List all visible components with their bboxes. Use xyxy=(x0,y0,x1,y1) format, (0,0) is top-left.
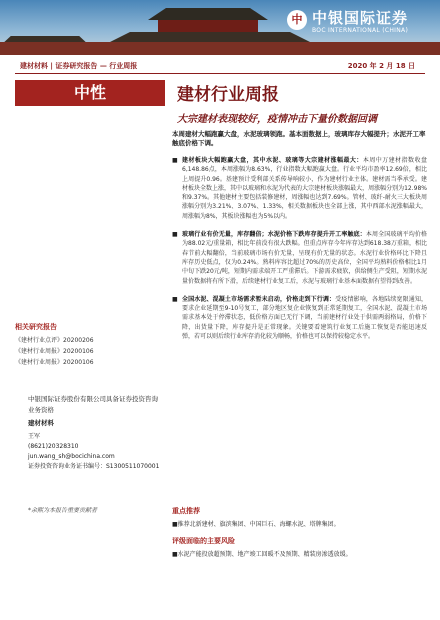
related-report-link[interactable]: 《建材行业周报》20200106 xyxy=(15,348,94,355)
report-date: 2020 年 2 月 18 日 xyxy=(347,62,415,70)
rating-badge: 中性 xyxy=(15,80,165,106)
bullet-text: 本周中万建材指数收盘6,148.86点，本周涨幅为8.63%，行业指数大幅跑赢大盘。行业平均市盈率12.69倍，相比上周提升0.96。基建预计受利部关系传导响较小，作为建材行业主体。建材需当季承受。建材板块全数上涨，其中以玻璃和水泥为代表的大宗建材板块涨幅最大，周涨幅分别为12.98%和9.37%。其他建材主要包括装修建材，周涨幅也达到7.69%。管材、玻纤-耐火三大板块周涨幅分别为3.21%、3.07%、1.33%，相关数据板块也全部上涨，其中西部水泥涨幅最大，周涨幅为8%，其板块涨幅也为5%以内。 xyxy=(182,157,427,220)
contributor-note: *余熙为本报告重要贡献者 xyxy=(28,507,98,514)
header-banner xyxy=(0,0,440,55)
bullet-item xyxy=(172,230,427,286)
analyst-sector: 建材材料 xyxy=(28,419,54,427)
palace-roof-lower xyxy=(110,32,310,42)
report-title: 建材行业周报 xyxy=(177,85,279,105)
palace-base xyxy=(0,42,440,55)
related-reports xyxy=(15,322,165,368)
analyst-email[interactable]: jun.wang_sh@bocichina.com xyxy=(28,453,115,460)
risk-text: ■ 水泥产能投放超预期、地产竣工回暖不及预期、精装房渗透放缓。 xyxy=(172,549,427,558)
company-name: 中银国际证券股份有限公司具备证券投资咨询业务资格 xyxy=(28,395,158,414)
related-reports-label: 相关研究报告 xyxy=(15,323,57,331)
analyst-cert: 证券投资咨询业务证书编号：S1300511070001 xyxy=(28,463,160,470)
analyst-phone: (8621)20328310 xyxy=(28,443,79,450)
analyst-name: 王军 xyxy=(28,433,41,440)
bullet-item xyxy=(172,156,427,221)
main-content xyxy=(172,130,427,350)
summary-paragraph: 本周建材大幅跑赢大盘，水泥玻璃领跑。基本面数据上，玻璃库存大幅提升；水泥开工率触底价格下调。 xyxy=(172,130,426,147)
report-subtitle: 大宗建材表现较好，疫情冲击下量价数据回调 xyxy=(177,114,377,125)
bullet-lead: 建材板块大幅跑赢大盘，其中水泥、玻璃等大宗建材涨幅最大： xyxy=(182,157,363,164)
bullet-lead: 全国水泥、混凝土市场需求暂未启动，价格走到下行调： xyxy=(182,295,336,303)
focus-label: 重点推荐 xyxy=(172,507,200,515)
logo-chinese: 中银国际证券 xyxy=(312,9,409,27)
focus-text: ■ 推荐北新建材、旗滨集团、中国巨石、海螺水泥、塔牌集团。 xyxy=(172,519,427,528)
header-divider xyxy=(15,73,425,74)
bullet-text: 本周全国玻璃平均价格为88.02元/重量箱，相比年前没有很大跌幅。但重点库存今年库存达到618.38万重箱，相比春节前大幅翻倍，当前玻璃市场有价无量，呈现有价无量的状态。水泥行业价格环比下降且库存历史低点，仅为0.24%。熟料库容比超过70%的历史高位，全国平均熟料价格相比1月中旬下跌20元/吨，短期内需求端开工严重滞后。下游需求疲软，供给侧生产受阻，短期水泥量价数据将有所下滑，后续建材行业复工后，水泥与玻璃行业基本面数据有望得到改善。 xyxy=(182,231,427,285)
boc-logo-icon: 中 xyxy=(287,10,307,30)
report-category: 建材材料 | 证券研究报告 — 行业周报 xyxy=(20,62,138,70)
risk-label: 评级面临的主要风险 xyxy=(172,537,235,545)
related-report-link[interactable]: 《建材行业周报》20200106 xyxy=(15,359,94,366)
logo-english: BOC INTERNATIONAL (CHINA) xyxy=(312,27,409,34)
related-report-link[interactable]: 《建材行业点评》20200206 xyxy=(15,337,94,344)
bullet-text: 受疫情影响，各地陆续宽限通知，要求企业延期至9-10号复工，部分地区复企业恢复到正常延期复工，全国水泥、混凝土市场需求基本处于停滞状态，低价格方面已无行下调，当前建材行业处于供需两弱格局，价格下降，出货量下降，库存提升是正常现象。关键要看建筑行业复工后施工恢复是否能迅速反弹，若可以则后续行业库存消化较为顺畅，价格也可以保持较稳定水平。 xyxy=(182,295,427,341)
bullet-lead: 玻璃行业有价无量，库存翻倍；水泥价格下跌库存提升开工率触底： xyxy=(182,231,366,239)
bullet-item xyxy=(172,295,427,341)
analyst-info xyxy=(28,432,163,472)
palace-roof-top xyxy=(148,8,268,20)
